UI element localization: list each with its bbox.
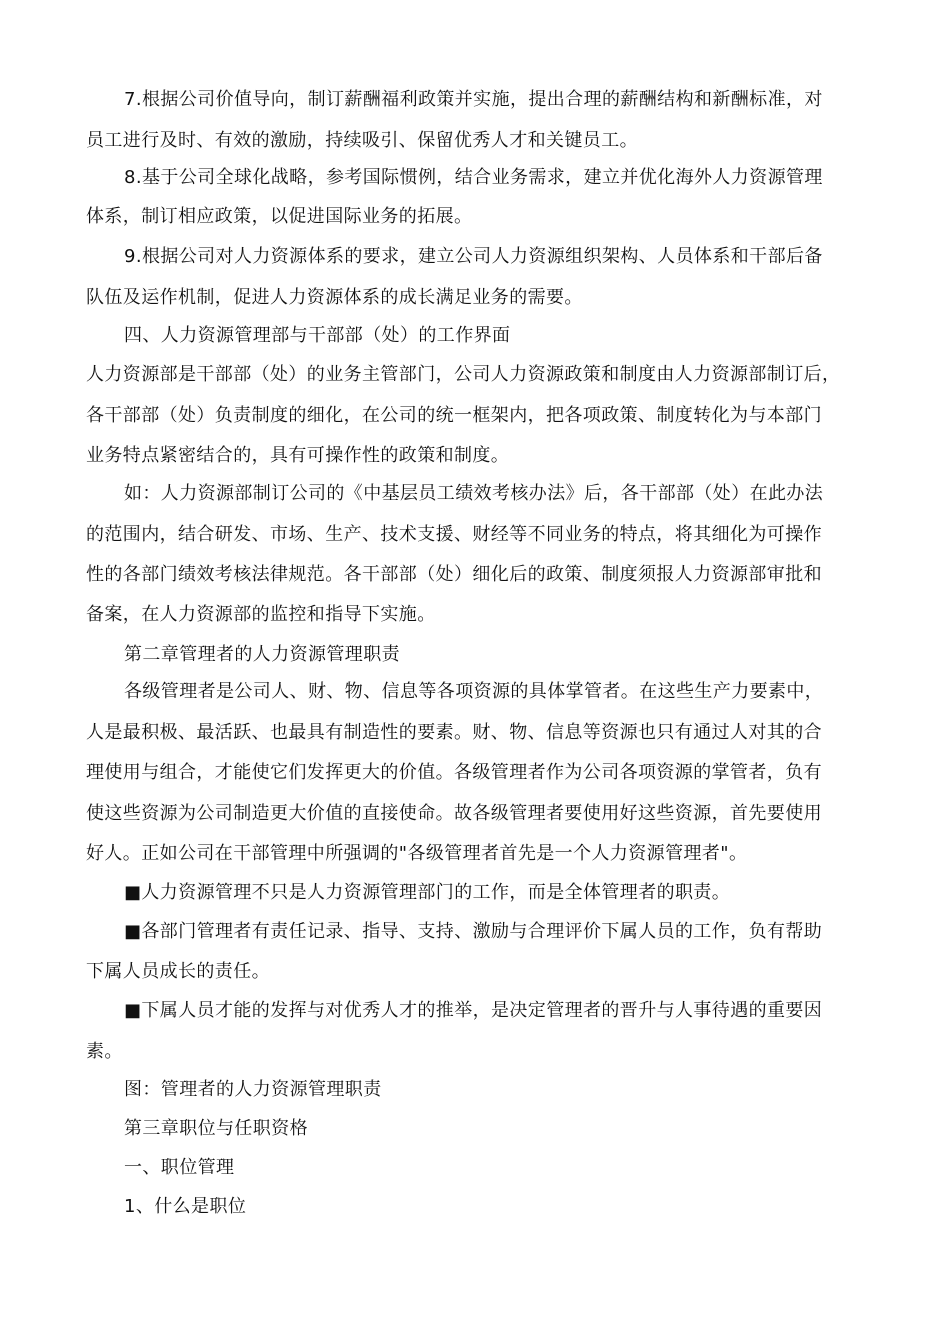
text-line-14: 备案，在人力资源部的监控和指导下实施。 <box>86 604 436 625</box>
bullet-item-1: ■人力资源管理不只是人力资源管理部门的工作，而是全体管理者的职责。 <box>124 882 731 903</box>
text-line-3: 8.基于公司全球化战略，参考国际惯例，结合业务需求，建立并优化海外人力资源管理 <box>124 167 823 188</box>
text-line-13: 性的各部门绩效考核法律规范。各干部部（处）细化后的政策、制度须报人力资源部审批和 <box>86 564 822 585</box>
bullet-item-3: ■下属人员才能的发挥与对优秀人才的推举，是决定管理者的晋升与人事待遇的重要因 <box>124 1000 823 1021</box>
text-line-19: 使这些资源为公司制造更大价值的直接使命。故各级管理者要使用好这些资源，首先要使用 <box>86 803 822 824</box>
text-line-4: 体系，制订相应政策，以促进国际业务的拓展。 <box>86 206 473 227</box>
text-line-20: 好人。正如公司在干部管理中所强调的"各级管理者首先是一个人力资源管理者"。 <box>86 843 748 864</box>
text-line-1: 7.根据公司价值导向，制订薪酬福利政策并实施，提出合理的薪酬结构和新酬标准，对 <box>124 89 823 110</box>
text-line-9: 各干部部（处）负责制度的细化，在公司的统一框架内，把各项政策、制度转化为与本部门 <box>86 405 822 426</box>
subsection-heading-1: 1、什么是职位 <box>124 1196 247 1217</box>
figure-caption: 图：管理者的人力资源管理职责 <box>124 1079 382 1100</box>
bullet-item-2-continuation: 下属人员成长的责任。 <box>86 961 270 982</box>
text-line-17: 人是最积极、最活跃、也最具有制造性的要素。财、物、信息等资源也只有通过人对其的合 <box>86 722 822 743</box>
text-line-16: 各级管理者是公司人、财、物、信息等各项资源的具体掌管者。在这些生产力要素中， <box>124 681 824 702</box>
chapter-heading-2: 第二章管理者的人力资源管理职责 <box>124 644 400 665</box>
chapter-heading-3: 第三章职位与任职资格 <box>124 1118 308 1139</box>
text-line-12: 的范围内，结合研发、市场、生产、技术支援、财经等不同业务的特点，将其细化为可操作 <box>86 524 822 545</box>
section-heading-4: 四、人力资源管理部与干部部（处）的工作界面 <box>124 325 511 346</box>
text-line-8: 人力资源部是干部部（处）的业务主管部门，公司人力资源政策和制度由人力资源部制订后， <box>86 364 841 385</box>
text-line-18: 理使用与组合，才能使它们发挥更大的价值。各级管理者作为公司各项资源的掌管者，负有 <box>86 762 822 783</box>
text-line-10: 业务特点紧密结合的，具有可操作性的政策和制度。 <box>86 445 510 466</box>
bullet-item-3-continuation: 素。 <box>86 1041 123 1062</box>
bullet-item-2: ■各部门管理者有责任记录、指导、支持、激励与合理评价下属人员的工作，负有帮助 <box>124 921 823 942</box>
text-line-2: 员工进行及时、有效的激励，持续吸引、保留优秀人才和关键员工。 <box>86 130 638 151</box>
section-heading-1: 一、职位管理 <box>124 1157 235 1178</box>
text-line-6: 队伍及运作机制，促进人力资源体系的成长满足业务的需要。 <box>86 287 583 308</box>
text-line-11: 如：人力资源部制订公司的《中基层员工绩效考核办法》后，各干部部（处）在此办法 <box>124 483 824 504</box>
text-line-5: 9.根据公司对人力资源体系的要求，建立公司人力资源组织架构、人员体系和干部后备 <box>124 246 823 267</box>
